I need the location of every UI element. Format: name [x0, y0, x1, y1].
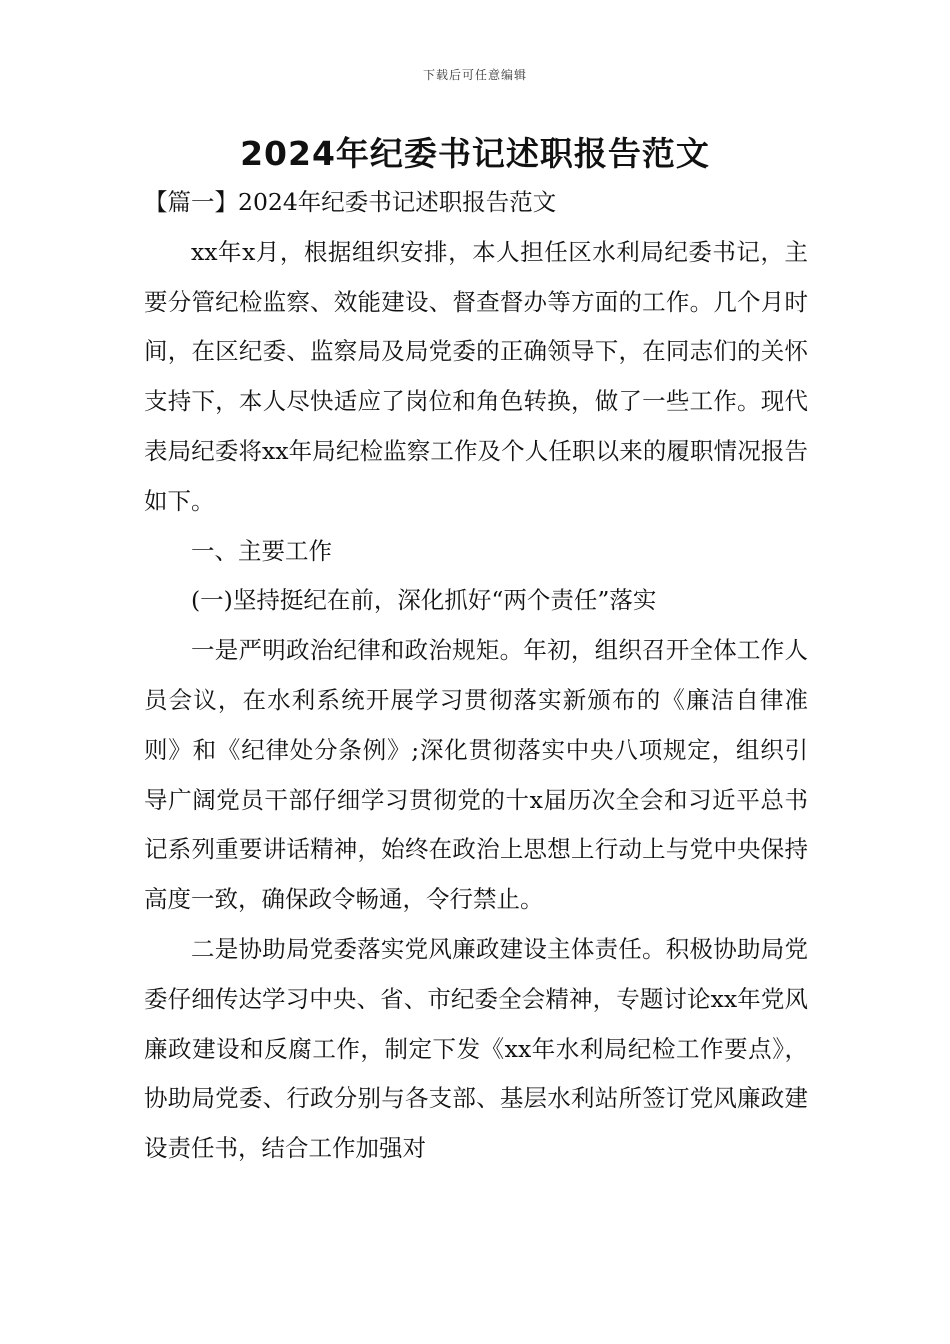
- heading-main-work: 一、主要工作: [191, 536, 332, 565]
- paragraph-intro: xx年x月，根据组织安排，本人担任区水利局纪委书记，主要分管纪检监察、效能建设、督查督办等方面的工作。几个月时间，在区纪委、监察局及局党委的正确领导下，在同志们的关怀支持下，本人尽快适应了岗位和角色转换，做了一些工作。现代表局纪委将xx年局纪检监察工作及个人任职以来的履职情况报告如下。: [144, 237, 808, 515]
- paragraph-political-discipline: 一是严明政治纪律和政治规矩。年初，组织召开全体工作人员会议，在水利系统开展学习贯彻落实新颁布的《廉洁自律准则》和《纪律处分条例》;深化贯彻落实中央八项规定，组织引导广阔党员干部仔细学习贯彻党的十x届历次全会和习近平总书记系列重要讲话精神，始终在政治上思想上行动上与党中央保持高度一致，确保政令畅通，令行禁止。: [144, 636, 808, 914]
- header-note: 下载后可任意编辑: [422, 68, 527, 82]
- document-body: [144, 178, 808, 1174]
- document-title: 2024年纪委书记述职报告范文: [240, 134, 710, 173]
- section-heading: 【篇一】2024年纪委书记述职报告范文: [144, 188, 557, 216]
- subheading-one: (一)坚持挺纪在前，深化抓好“两个责任”落实: [191, 586, 657, 615]
- paragraph-party-responsibility: 二是协助局党委落实党风廉政建设主体责任。积极协助局党委仔细传达学习中央、省、市纪委全会精神，专题讨论xx年党风廉政建设和反腐工作，制定下发《xx年水利局纪检工作要点》，协助局党委、行政分别与各支部、基层水利站所签订党风廉政建设责任书，结合工作加强对: [144, 934, 808, 1163]
